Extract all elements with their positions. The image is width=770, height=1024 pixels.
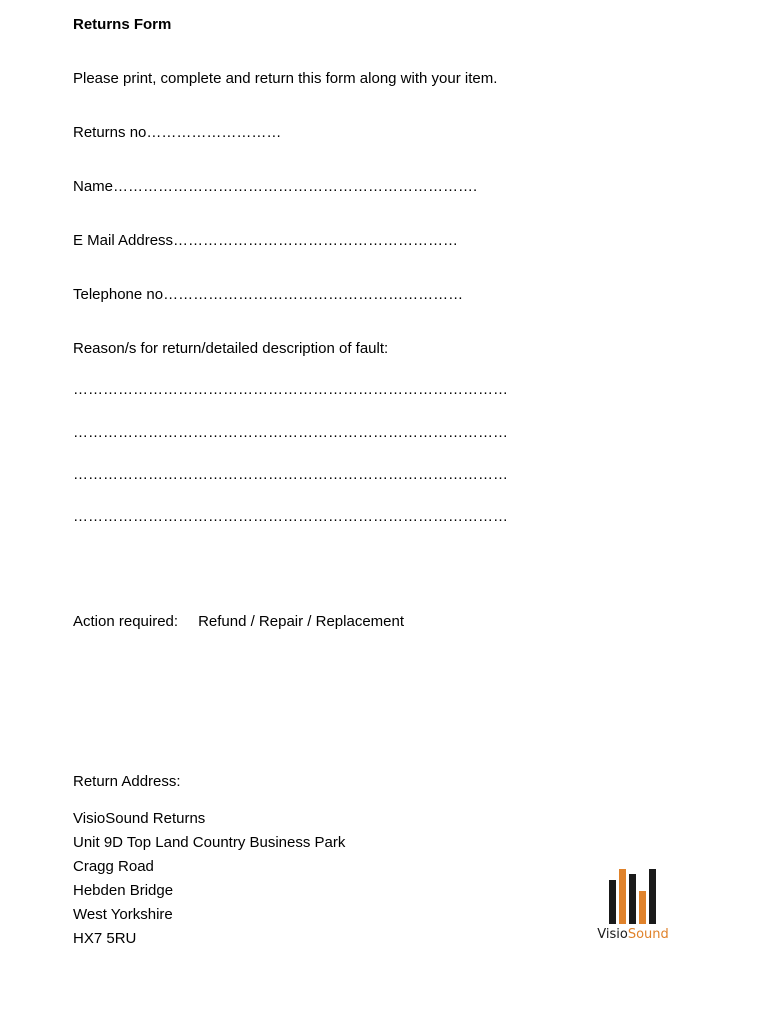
reason-line-1: …………………………………………………………………………… bbox=[73, 381, 508, 398]
visiosound-logo bbox=[578, 866, 688, 946]
form-intro: Please print, complete and return this form along with your item. bbox=[73, 70, 498, 87]
reason-line-3: …………………………………………………………………………… bbox=[73, 466, 508, 483]
return-address-label: Return Address: bbox=[73, 773, 181, 790]
address-line-1: VisioSound Returns bbox=[73, 810, 206, 827]
address-line-6: HX7 5RU bbox=[73, 930, 137, 947]
reason-label: Reason/s for return/detailed description of fault: bbox=[73, 340, 389, 357]
logo-text-visio: Visio bbox=[597, 927, 628, 942]
telephone-field: Telephone no…………………………………………………… bbox=[73, 286, 464, 303]
returns-no-field: Returns no……………………… bbox=[73, 124, 282, 141]
logo-bars-icon bbox=[578, 866, 688, 946]
reason-line-2: …………………………………………………………………………… bbox=[73, 424, 508, 441]
return-address-block bbox=[73, 807, 345, 951]
action-required bbox=[73, 612, 404, 632]
address-line-2: Unit 9D Top Land Country Business Park bbox=[73, 834, 346, 851]
address-line-4: Hebden Bridge bbox=[73, 882, 174, 899]
name-field: Name………………………………………………………………. bbox=[73, 178, 478, 195]
action-label: Action required: bbox=[73, 613, 179, 630]
email-field: E Mail Address………………………………………………… bbox=[73, 232, 459, 249]
action-options: Refund / Repair / Replacement bbox=[198, 613, 405, 630]
reason-line-4: …………………………………………………………………………… bbox=[73, 508, 508, 525]
address-line-3: Cragg Road bbox=[73, 858, 154, 875]
form-title: Returns Form bbox=[73, 16, 172, 33]
svg-text:VisioSound bbox=[597, 927, 669, 942]
logo-text-sound: Sound bbox=[627, 927, 669, 942]
address-line-5: West Yorkshire bbox=[73, 906, 173, 923]
